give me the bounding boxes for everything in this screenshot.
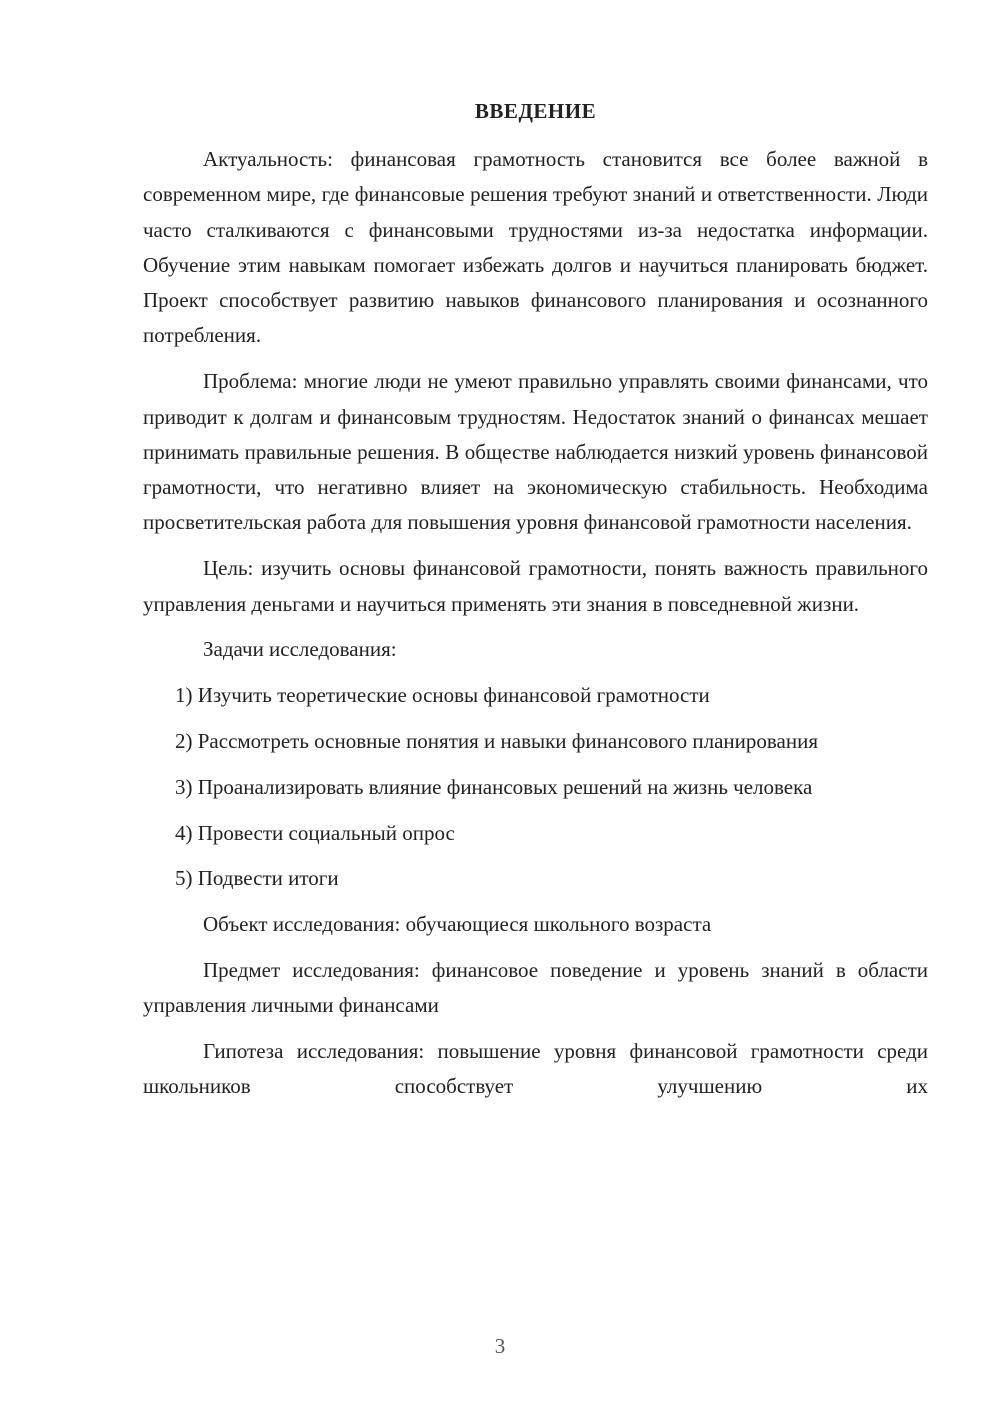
task-item-2: 2) Рассмотреть основные понятия и навыки финансового планирования — [175, 728, 818, 753]
task-item-3: 3) Проанализировать влияние финансовых решений на жизнь человека — [175, 774, 813, 799]
paragraph-object: Объект исследования: обучающиеся школьного возраста — [203, 912, 712, 937]
paragraph-relevance: Актуальность: финансовая грамотность становится все более важной в современном мире, где финансовые решения требуют знаний и ответственности. Люди часто сталкиваются с финансовыми трудностями из-за недостатка информации. Обучение этим навыкам помогает избежать долгов и научиться планировать бюджет. Проект способствует развитию навыков финансового планирования и осознанного потребления. — [143, 147, 928, 348]
paragraph-problem: Проблема: многие люди не умеют правильно управлять своими финансами, что приводит к долгам и финансовым трудностям. Недостаток знаний о финансах мешает принимать правильные решения. В обществе наблюдается низкий уровень финансовой грамотности, что негативно влияет на экономическую стабильность. Необходима просветительская работа для повышения уровня финансовой грамотности населения. — [143, 369, 928, 535]
task-item-5: 5) Подвести итоги — [175, 866, 339, 891]
tasks-heading: Задачи исследования: — [203, 637, 397, 662]
section-title: ВВЕДЕНИЕ — [474, 99, 597, 123]
page-number: 3 — [494, 1334, 506, 1358]
document-body — [143, 142, 928, 1105]
paragraph-hypothesis: Гипотеза исследования: повышение уровня финансовой грамотности среди школьников способствует улучшению их — [143, 1039, 928, 1099]
paragraph-goal: Цель: изучить основы финансовой грамотности, понять важность правильного управления деньгами и научиться применять эти знания в повседневной жизни. — [143, 556, 928, 616]
task-item-1: 1) Изучить теоретические основы финансовой грамотности — [175, 683, 710, 708]
paragraph-subject: Предмет исследования: финансовое поведение и уровень знаний в области управления личными финансами — [143, 957, 928, 1018]
task-item-4: 4) Провести социальный опрос — [175, 820, 455, 845]
